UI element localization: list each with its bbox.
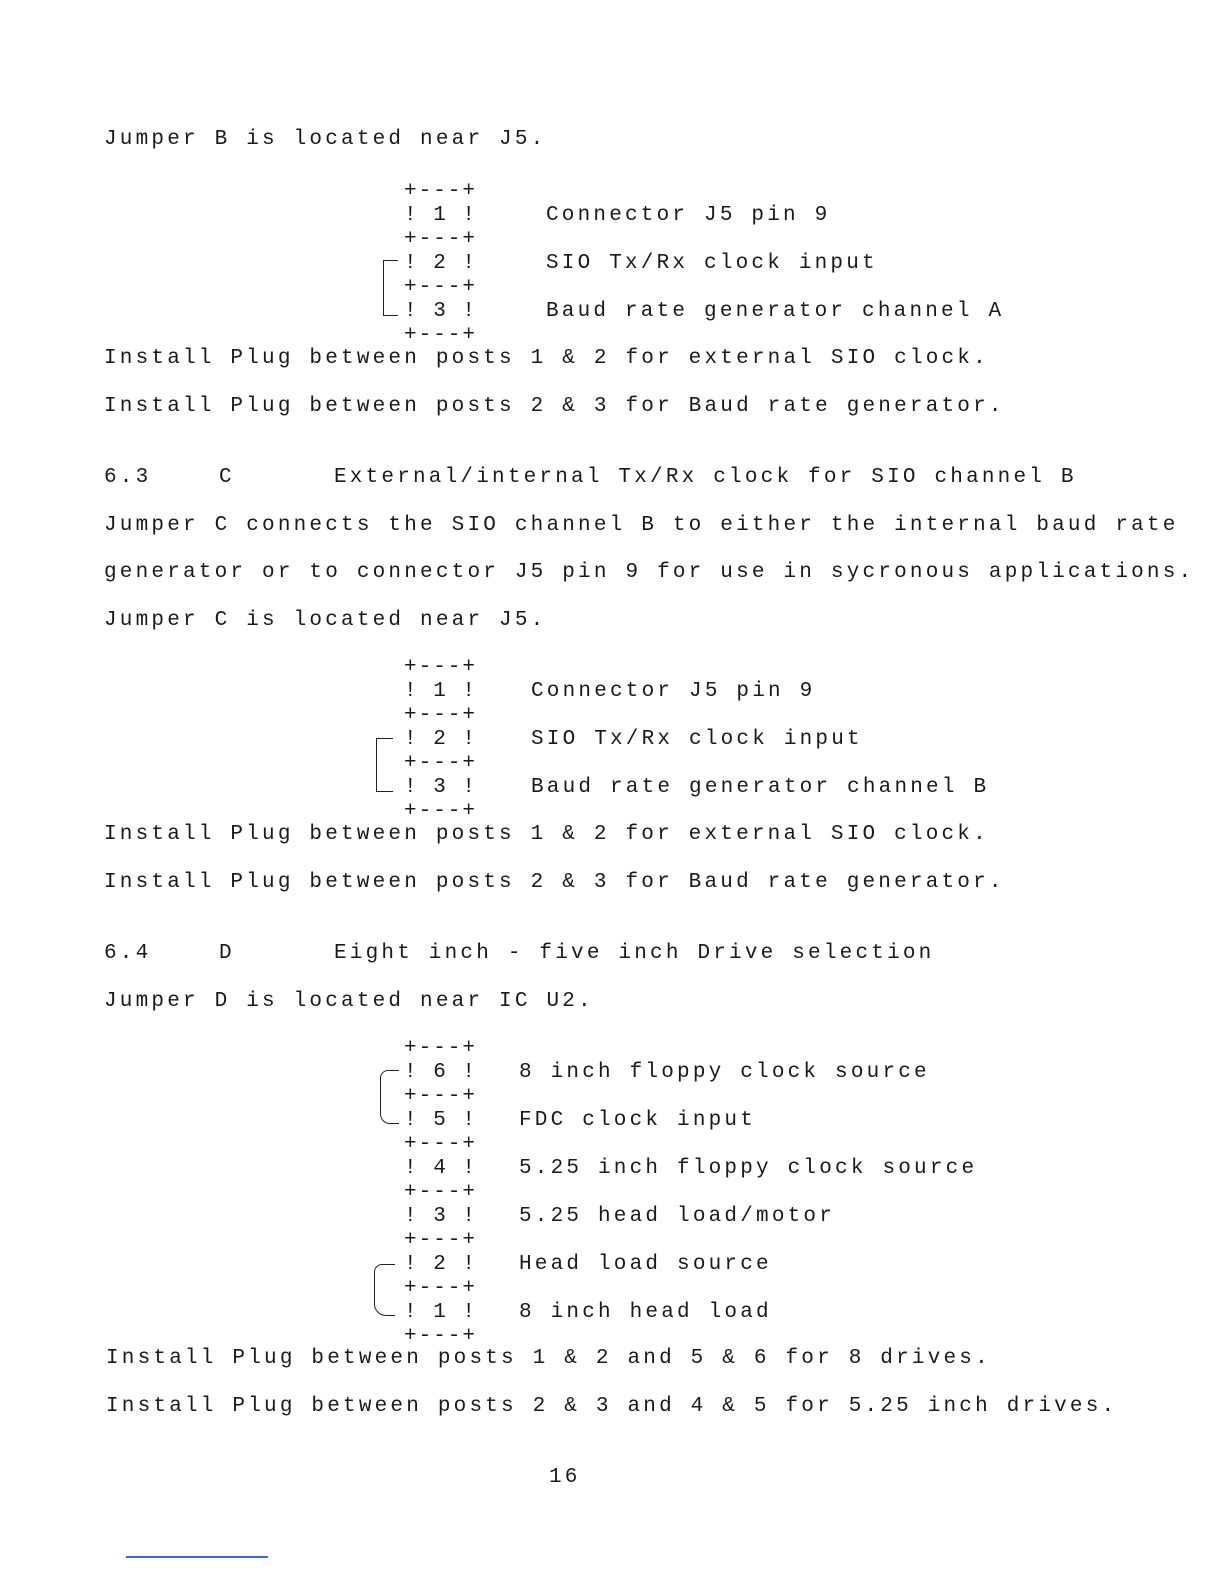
jumper-b-plug-bracket [383,260,398,316]
footer-rule [126,1556,268,1558]
jumper-d-post-border: +---+ [404,1037,478,1060]
jumper-d-label-4: 5.25 inch floppy clock source [519,1157,978,1180]
section-description: Jumper D is located near IC U2. [104,990,594,1013]
section-description: Jumper C connects the SIO channel B to either the internal baud rate [104,514,1179,537]
jumper-b-post-border: +---+ [404,324,478,347]
jumper-b-post-1: ! 1 ! [404,204,478,227]
section-title: Eight inch - five inch Drive selection [334,942,935,965]
jumper-d-post-6: ! 6 ! [404,1061,478,1084]
jumper-b-post-2: ! 2 ! [404,252,478,275]
jumper-d-post-border: +---+ [404,1277,478,1300]
jumper-d-post-5: ! 5 ! [404,1109,478,1132]
install-instruction: Install Plug between posts 1 & 2 for external SIO clock. [104,347,989,370]
jumper-c-post-2: ! 2 ! [404,728,478,751]
jumper-d-post-border: +---+ [404,1325,478,1348]
jumper-b-post-border: +---+ [404,276,478,299]
jumper-b-location-text: Jumper B is located near J5. [104,128,547,151]
install-instruction: Install Plug between posts 1 & 2 for external SIO clock. [104,823,989,846]
jumper-d-post-border: +---+ [404,1181,478,1204]
jumper-b-label-3: Baud rate generator channel A [546,300,1005,323]
page-number: 16 [549,1466,581,1489]
jumper-c-label-2: SIO Tx/Rx clock input [531,728,863,751]
jumper-d-post-1: ! 1 ! [404,1301,478,1324]
install-instruction: Install Plug between posts 2 & 3 for Baud rate generator. [104,395,1005,418]
jumper-b-label-2: SIO Tx/Rx clock input [546,252,878,275]
jumper-d-label-3: 5.25 head load/motor [519,1205,836,1228]
jumper-c-label-1: Connector J5 pin 9 [531,680,816,703]
jumper-d-post-3: ! 3 ! [404,1205,478,1228]
jumper-d-label-1: 8 inch head load [519,1301,772,1324]
jumper-d-label-2: Head load source [519,1253,772,1276]
section-jumper-letter: C [219,466,235,489]
install-instruction: Install Plug between posts 2 & 3 and 4 & 5 for 5.25 inch drives. [106,1395,1118,1418]
jumper-c-plug-bracket [376,738,393,792]
jumper-d-label-5: FDC clock input [519,1109,757,1132]
jumper-d-upper-plug-bracket [380,1070,399,1124]
jumper-d-post-2: ! 2 ! [404,1253,478,1276]
jumper-b-post-border: +---+ [404,228,478,251]
section-number: 6.3 [104,466,152,489]
jumper-b-post-3: ! 3 ! [404,300,478,323]
install-instruction: Install Plug between posts 2 & 3 for Baud rate generator. [104,871,1005,894]
jumper-d-post-border: +---+ [404,1085,478,1108]
section-jumper-letter: D [219,942,235,965]
section-description: generator or to connector J5 pin 9 for use in sycronous applications. [104,561,1195,584]
jumper-c-post-border: +---+ [404,656,478,679]
install-instruction: Install Plug between posts 1 & 2 and 5 & 6 for 8 drives. [106,1347,991,1370]
jumper-b-post-border: +---+ [404,180,478,203]
jumper-d-post-4: ! 4 ! [404,1157,478,1180]
section-description: Jumper C is located near J5. [104,609,547,632]
jumper-c-post-border: +---+ [404,704,478,727]
section-title: External/internal Tx/Rx clock for SIO channel B [334,466,1077,489]
jumper-c-post-1: ! 1 ! [404,680,478,703]
jumper-c-post-border: +---+ [404,752,478,775]
section-number: 6.4 [104,942,152,965]
jumper-d-post-border: +---+ [404,1229,478,1252]
jumper-b-label-1: Connector J5 pin 9 [546,204,831,227]
jumper-c-label-3: Baud rate generator channel B [531,776,990,799]
jumper-c-post-border: +---+ [404,800,478,823]
jumper-d-post-border: +---+ [404,1133,478,1156]
jumper-d-lower-plug-bracket [374,1264,395,1316]
jumper-d-label-6: 8 inch floppy clock source [519,1061,930,1084]
jumper-c-post-3: ! 3 ! [404,776,478,799]
